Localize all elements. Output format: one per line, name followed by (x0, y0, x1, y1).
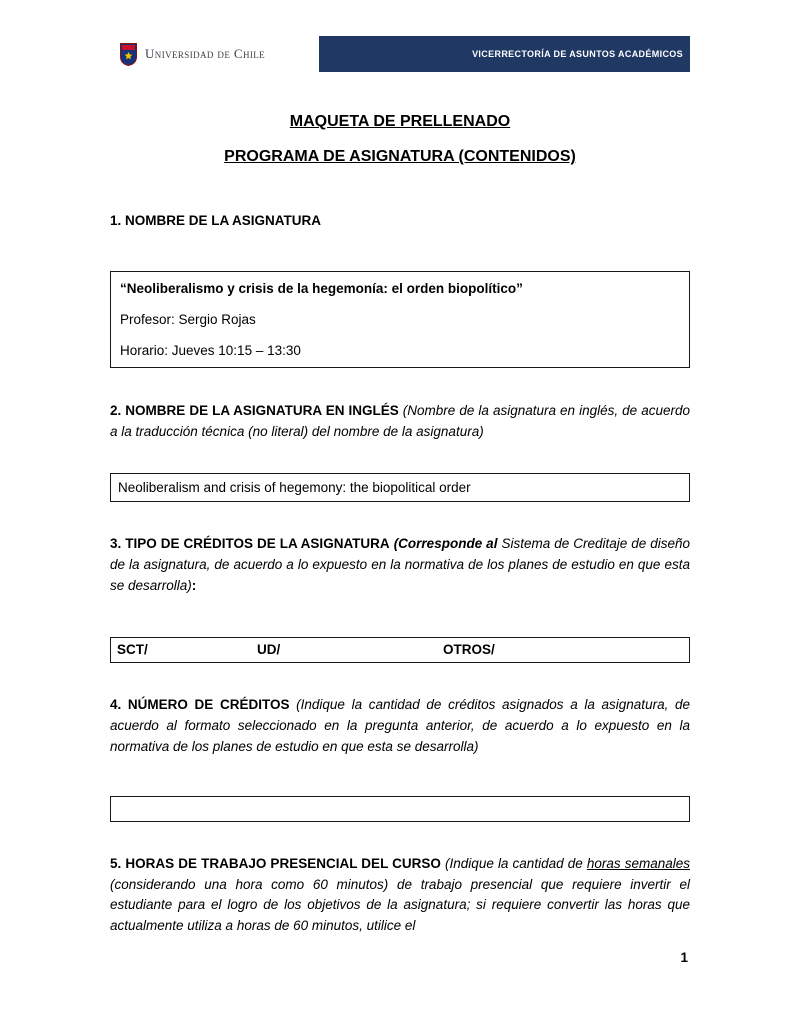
section3-description-bold: (Corresponde al (393, 536, 498, 552)
section3-title: 3. TIPO DE CRÉDITOS DE LA ASIGNATURA (110, 536, 390, 552)
section4-description: (Indique la cantidad de créditos asignados a la asignatura, de acuerdo al formato seleccionado en la pregunta anterior, de acuerdo a lo expuesto en la normativa de los planes de estudio en que esta se desarrolla) (110, 696, 690, 754)
credit-field-sct: SCT/ (117, 642, 148, 658)
section2-heading (110, 401, 690, 443)
course-info-box (110, 271, 690, 368)
vicerrectoria-banner (319, 36, 690, 72)
credit-field-otros: OTROS/ (443, 642, 495, 658)
course-professor: Profesor: Sergio Rojas (120, 312, 256, 328)
section2-description: (Nombre de la asignatura en inglés, de acuerdo a la traducción técnica (no literal) del nombre de la asignatura) (110, 403, 690, 440)
section5-description-underlined: horas semanales (586, 855, 690, 871)
page-number: 1 (680, 950, 688, 965)
university-name: Universidad de Chile (145, 46, 266, 61)
document-title-line1: MAQUETA DE PRELLENADO (289, 113, 511, 130)
credit-type-box (110, 637, 690, 663)
university-crest-icon (120, 43, 137, 66)
section5-description-pre: (Indique la cantidad de (445, 855, 587, 871)
english-name-box (110, 473, 690, 502)
course-schedule: Horario: Jueves 10:15 – 13:30 (120, 343, 301, 359)
university-logo-box (110, 36, 319, 72)
section4-heading (110, 695, 690, 758)
section5-title: 5. HORAS DE TRABAJO PRESENCIAL DEL CURSO (110, 855, 441, 871)
credit-number-box (110, 796, 690, 822)
section5-heading (110, 854, 690, 938)
credit-field-ud: UD/ (257, 642, 281, 658)
section2-title: 2. NOMBRE DE LA ASIGNATURA EN INGLÉS (110, 403, 399, 419)
section3-heading (110, 534, 690, 597)
english-name-value: Neoliberalism and crisis of hegemony: the biopolitical order (118, 480, 471, 496)
section5-description-post: (considerando una hora como 60 minutos) de trabajo presencial que requiere invertir el estudiante para el logro de los objetivos de la asignatura; si requiere convertir las horas que actualmente utiliza a horas de 60 minutos, utilice el (110, 876, 690, 934)
header-bar (110, 36, 690, 72)
section4-title: 4. NÚMERO DE CRÉDITOS (110, 696, 290, 712)
section3-description: Sistema de Creditaje de diseño de la asignatura, de acuerdo a lo expuesto en la normativa de los planes de estudio en que esta se desarrolla) (110, 536, 690, 593)
vicerrectoria-text: VICERRECTORÍA DE ASUNTOS ACADÉMICOS (472, 49, 683, 59)
course-title: “Neoliberalismo y crisis de la hegemonía: el orden biopolítico” (120, 281, 523, 297)
section3-colon: : (191, 577, 197, 593)
section1-heading: 1. NOMBRE DE LA ASIGNATURA (110, 213, 322, 228)
document-title-line2: PROGRAMA DE ASIGNATURA (CONTENIDOS) (224, 148, 576, 165)
